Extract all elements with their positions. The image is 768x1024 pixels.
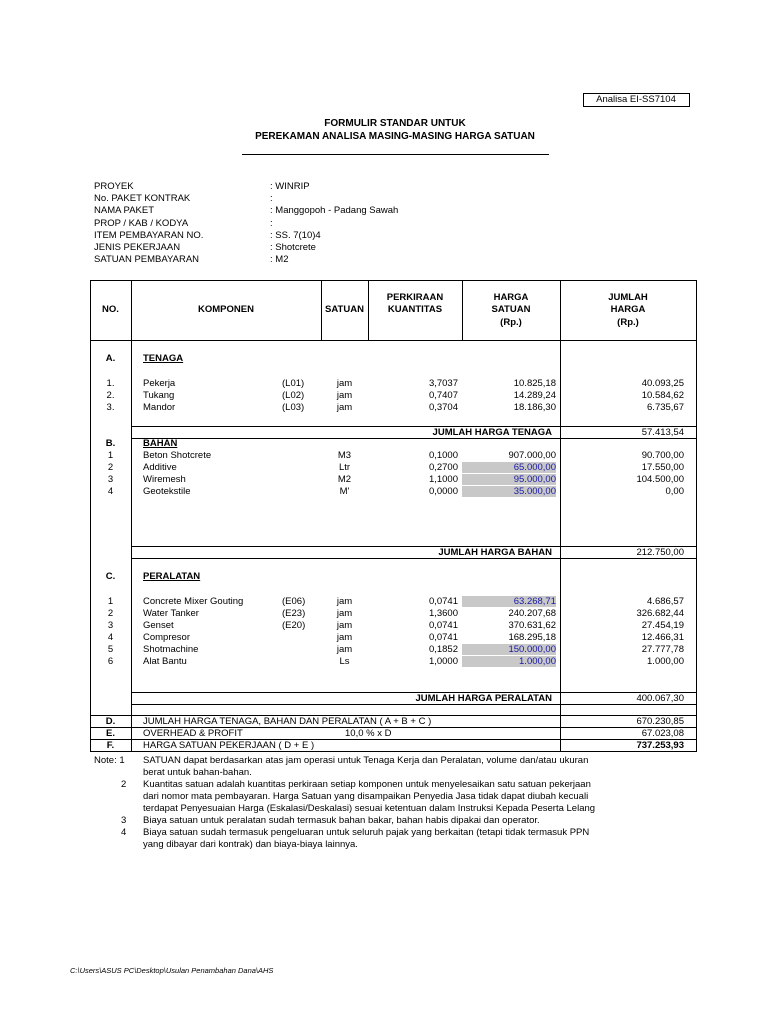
header-satuan: SATUAN (325, 304, 364, 315)
subtotal-value-a: 57.413,54 (641, 427, 684, 438)
header-no: NO. (102, 304, 119, 315)
note-4-line1: Biaya satuan sudah termasuk pengeluaran untuk seluruh pajak yang berkaitan (tetapi tidak termasuk PPN (143, 827, 590, 838)
total-e-value: 67.023,08 (641, 728, 684, 739)
subtotal-label-c: JUMLAH HARGA PERALATAN (415, 693, 552, 704)
info-label: PROP / KAB / KODYA (94, 218, 189, 229)
note-2-line3: terdapat Penyesuaian Harga (Eskalasi/Deskalasi) sesuai ketentuan dalam Instruksi Kepada Peserta Lelang (143, 803, 596, 814)
info-value: : Manggopoh - Padang Sawah (270, 205, 399, 216)
form-code: Analisa EI-SS7104 (596, 94, 676, 105)
note-2-no: 2 (121, 779, 127, 790)
total-e-no: E. (106, 728, 115, 739)
info-label: PROYEK (94, 181, 134, 192)
note-2-line2: dari nomor mata pembayaran. Harga Satuan yang disampaikan Penyedia Jasa tidak dapat diubah kecuali (143, 791, 589, 802)
total-d-label: JUMLAH HARGA TENAGA, BAHAN DAN PERALATAN ( A + B + C ) (143, 716, 432, 727)
info-value: : (270, 218, 273, 229)
info-label: JENIS PEKERJAAN (94, 242, 181, 253)
note-2-line1: Kuantitas satuan adalah kuantitas perkiraan setiap komponen untuk menyelesaikan satu satuan pekerjaan (143, 779, 591, 790)
header-jumlah-2: HARGA (610, 304, 646, 315)
note-prefix: Note: 1 (94, 755, 125, 766)
note-1-line1: SATUAN dapat berdasarkan atas jam operasi untuk Tenaga Kerja dan Peralatan, volume dan/atau ukuran (143, 755, 589, 766)
subtotal-value-c: 400.067,30 (636, 693, 684, 704)
header-perkiraan-2: KUANTITAS (387, 304, 443, 315)
header-harga-1: HARGA (493, 292, 529, 303)
total-f-value: 737.253,93 (636, 740, 684, 751)
form-title-line2: PEREKAMAN ANALISA MASING-MASING HARGA SATUAN (255, 131, 535, 142)
total-e-pct: 10,0 % x D (345, 728, 392, 739)
header-komponen: KOMPONEN (198, 304, 254, 315)
section-c-title: PERALATAN (143, 571, 201, 582)
info-value: : Shotcrete (270, 242, 316, 253)
note-3-line1: Biaya satuan untuk peralatan sudah termasuk bahan bakar, bahan habis dipakai dan operator. (143, 815, 540, 826)
header-perkiraan-1: PERKIRAAN (386, 292, 444, 303)
footer-path: C:\Users\ASUS PC\Desktop\Usulan Penambahan Dana\AHS (70, 966, 274, 975)
info-label: SATUAN PEMBAYARAN (94, 254, 200, 265)
total-e-label: OVERHEAD & PROFIT (143, 728, 243, 739)
subtotal-label-a: JUMLAH HARGA TENAGA (432, 427, 552, 438)
info-value: : M2 (270, 254, 289, 265)
note-4-line2: yang dibayar dari kontrak) dan biaya-biaya lainnya. (143, 839, 358, 850)
header-harga-3: (Rp.) (500, 317, 522, 328)
form-title-line1: FORMULIR STANDAR UNTUK (324, 118, 466, 129)
section-a-no: A. (105, 353, 116, 364)
section-b-title: BAHAN (143, 438, 178, 449)
section-c-no: C. (105, 571, 116, 582)
total-d-value: 670.230,85 (636, 716, 684, 727)
note-3-no: 3 (121, 815, 127, 826)
section-a-title: TENAGA (143, 353, 184, 364)
title-rule (242, 154, 549, 155)
header-jumlah-1: JUMLAH (608, 292, 648, 303)
total-f-no: F. (106, 740, 115, 751)
subtotal-value-b: 212.750,00 (636, 547, 684, 558)
info-value: : (270, 193, 273, 204)
info-value: : SS. 7(10)4 (270, 230, 321, 241)
note-1-line2: berat untuk bahan-bahan. (143, 767, 252, 778)
subtotal-label-b: JUMLAH HARGA BAHAN (438, 547, 552, 558)
header-harga-2: SATUAN (491, 304, 531, 315)
info-label: NAMA PAKET (94, 205, 155, 216)
info-value: : WINRIP (270, 181, 310, 192)
info-label: ITEM PEMBAYARAN NO. (94, 230, 204, 241)
note-4-no: 4 (121, 827, 127, 838)
total-f-label: HARGA SATUAN PEKERJAAN ( D + E ) (143, 740, 315, 751)
header-jumlah-3: (Rp.) (617, 317, 639, 328)
section-b-no: B. (105, 438, 116, 449)
info-label: No. PAKET KONTRAK (94, 193, 191, 204)
table-frame (90, 280, 697, 752)
total-d-no: D. (105, 716, 116, 727)
